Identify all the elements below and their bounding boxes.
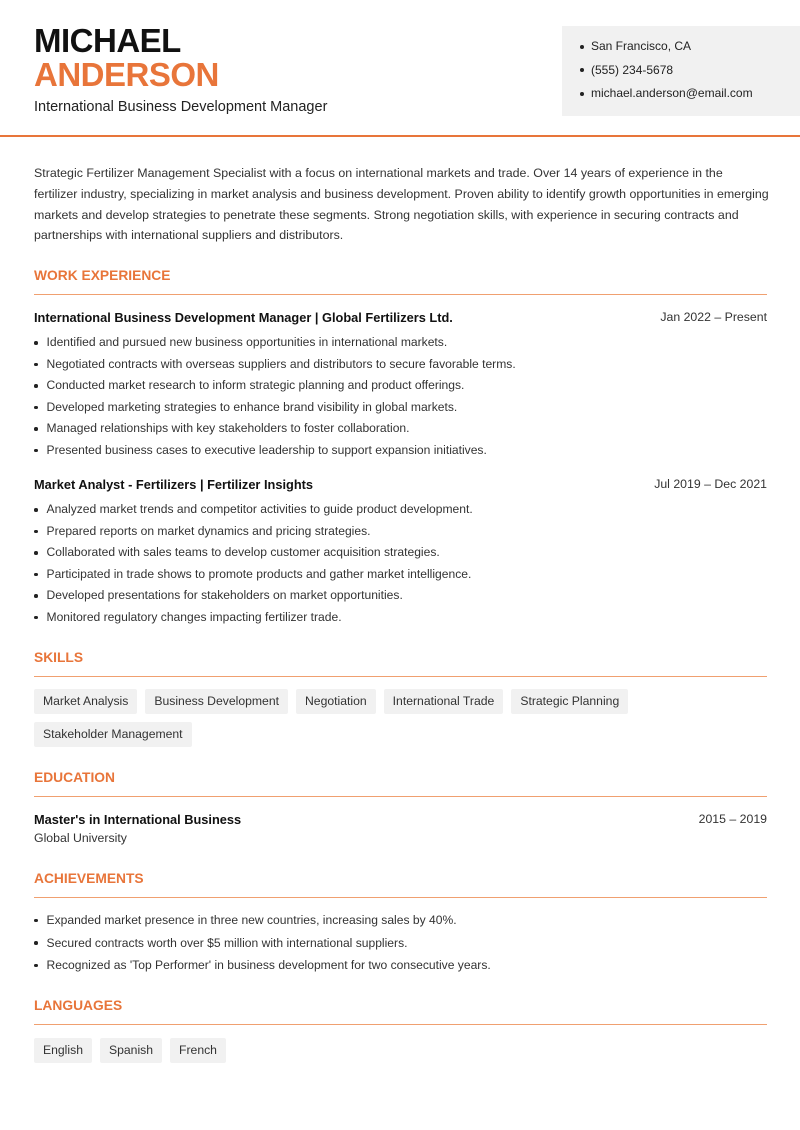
contact-box [562,26,800,116]
skills-tags [34,689,767,747]
section-title-languages: LANGUAGES [34,998,123,1013]
language-tag: English [34,1038,92,1063]
bullet-icon [34,573,38,577]
school-name: Global University [34,831,127,845]
job-date-1: Jan 2022 – Present [660,310,767,324]
list-item-text: Developed presentations for stakeholders on market opportunities. [46,588,403,602]
job-date-2: Jul 2019 – Dec 2021 [654,477,767,491]
list-item-text: Conducted market research to inform strategic planning and product offerings. [46,378,465,392]
skill-tag: Stakeholder Management [34,722,192,747]
list-item-text: Collaborated with sales teams to develop customer acquisition strategies. [46,545,440,559]
contact-email [580,82,800,106]
list-item-text: Identified and pursued new business opportunities in international markets. [46,335,448,349]
contact-location [580,35,800,59]
list-item [34,542,767,564]
list-item-text: Presented business cases to executive leadership to support expansion initiatives. [46,442,487,457]
bullet-icon [580,92,584,96]
contact-phone [580,59,800,83]
language-tag: French [170,1038,226,1063]
summary-paragraph: Strategic Fertilizer Management Specialist with a focus on international markets and trade. Over 14 years of experience in the fertilizer industry, specializing in market analysis and business development. Proven ability to identify growth opportunities in emerging markets and develop strategies to penetrate these segments. Strong negotiation skills, with experience in securing contracts and partnerships with international suppliers and distributors. [34,166,769,243]
section-divider [34,294,767,295]
list-item [34,954,767,977]
list-item-text: Expanded market presence in three new countries, increasing sales by 40%. [46,913,457,927]
bullet-icon [580,68,584,72]
bullet-icon [34,508,38,512]
list-item [34,440,767,462]
skill-tag: Market Analysis [34,689,137,714]
bullet-icon [34,941,38,945]
job-title: International Business Development Manager [34,99,328,115]
bullet-icon [34,363,38,367]
skill-tag: Negotiation [296,689,376,714]
skill-tag: International Trade [384,689,504,714]
achievement-bullets [34,909,767,977]
bullet-icon [34,616,38,620]
language-tag: Spanish [100,1038,162,1063]
list-item [34,354,767,376]
skill-tag: Business Development [145,689,288,714]
list-item-text: Developed marketing strategies to enhance brand visibility in global markets. [46,399,458,414]
job-bullets-2 [34,499,767,628]
bullet-icon [34,406,38,410]
list-item [34,607,767,629]
job-bullets-1 [34,332,767,461]
section-title-skills: SKILLS [34,650,84,665]
first-name: MICHAEL [34,22,181,59]
bullet-icon [34,449,38,453]
list-item [34,375,767,397]
bullet-icon [34,530,38,534]
section-title-achievements: ACHIEVEMENTS [34,871,144,886]
list-item [34,418,767,440]
list-item [34,332,767,354]
list-item-text: Recognized as 'Top Performer' in business development for two consecutive years. [46,958,491,972]
list-item-text: Secured contracts worth over $5 million with international suppliers. [46,935,408,950]
section-divider [34,796,767,797]
list-item-text: Negotiated contracts with overseas suppliers and distributors to secure favorable terms. [46,356,516,371]
list-item-text: Managed relationships with key stakeholders to foster collaboration. [46,421,410,435]
language-tags [34,1038,767,1063]
last-name: ANDERSON [34,56,219,93]
bullet-icon [34,964,38,968]
bullet-icon [34,594,38,598]
list-item [34,585,767,607]
bullet-icon [34,341,38,345]
bullet-icon [34,427,38,431]
degree-title: Master's in International Business [34,812,242,827]
job-title-1: International Business Development Manager | Global Fertilizers Ltd. [34,310,453,325]
list-item-text: Participated in trade shows to promote products and gather market intelligence. [46,566,472,581]
section-title-work: WORK EXPERIENCE [34,268,171,283]
job-title-2: Market Analyst - Fertilizers | Fertilizer Insights [34,477,314,492]
list-item-text: Prepared reports on market dynamics and pricing strategies. [46,523,371,538]
list-item [34,499,767,521]
section-divider [34,676,767,677]
resume-header [0,0,800,137]
bullet-icon [34,384,38,388]
list-item [34,564,767,586]
list-item-text: Monitored regulatory changes impacting fertilizer trade. [46,609,342,624]
list-item [34,521,767,543]
list-item [34,397,767,419]
bullet-icon [580,45,584,49]
contact-email-text: michael.anderson@email.com [591,86,753,100]
education-date: 2015 – 2019 [698,812,767,826]
section-divider [34,1024,767,1025]
list-item-text: Analyzed market trends and competitor activities to guide product development. [46,502,473,516]
bullet-icon [34,551,38,555]
section-divider [34,897,767,898]
contact-phone-text: (555) 234-5678 [591,62,674,77]
list-item [34,932,767,955]
contact-location-text: San Francisco, CA [591,39,692,53]
list-item [34,909,767,932]
skill-tag: Strategic Planning [511,689,628,714]
bullet-icon [34,919,38,923]
section-title-education: EDUCATION [34,770,115,785]
